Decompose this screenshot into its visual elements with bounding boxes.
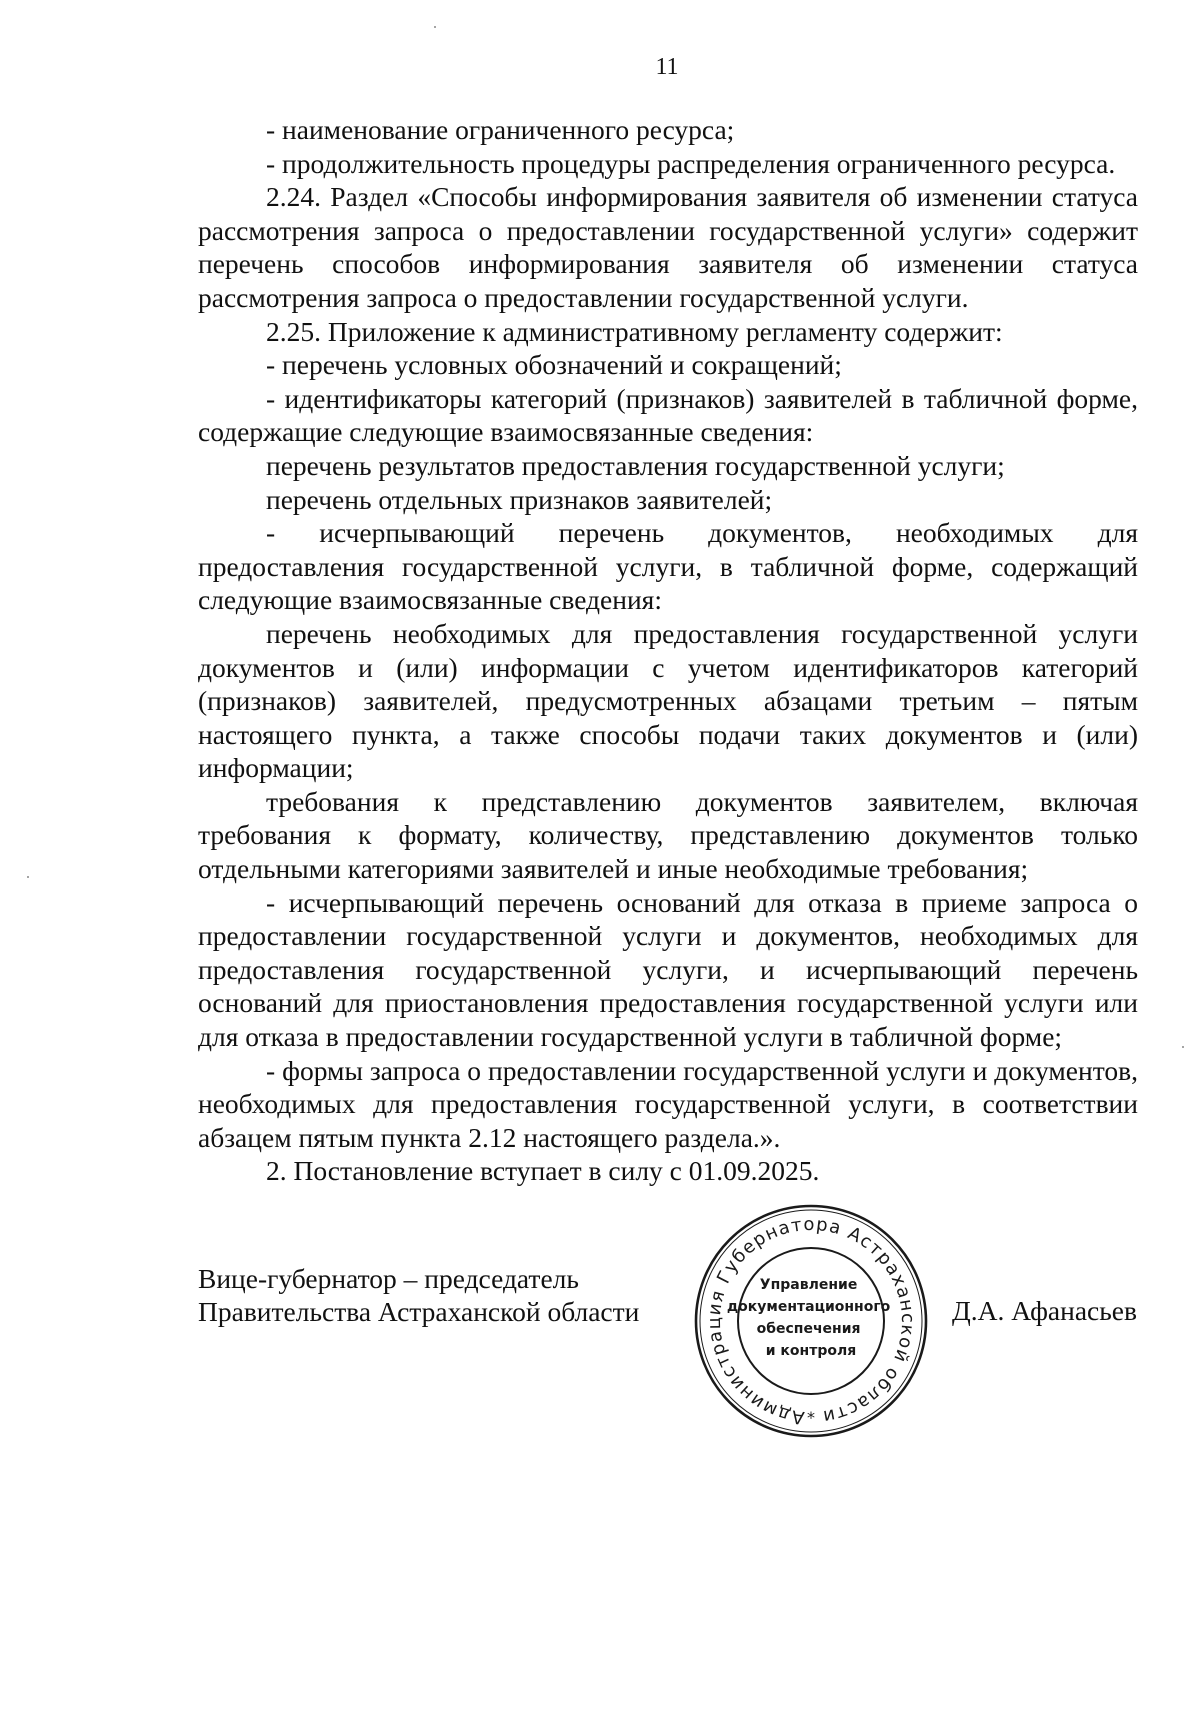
paragraph: - продолжительность процедуры распределения ограниченного ресурса. bbox=[266, 147, 1116, 179]
paragraph: 2.24. Раздел «Способы информирования заявителя об изменении статуса рассмотрения запроса о предоставлении государственной услуги» содержит перечень способов информирования заявителя об изменении статуса рассмотрения запроса о предоставлении государственной услуги. bbox=[198, 181, 1138, 313]
paragraph: 2.25. Приложение к административному регламенту содержит: bbox=[266, 315, 1003, 347]
paragraph: - исчерпывающий перечень оснований для отказа в приеме запроса о предоставлении государственной услуги и документов, необходимых для предоставления государственной услуги, и исчерпывающий перечень оснований для приостановления предоставления государственной услуги или для отказа в предоставлении государственной услуги в табличной форме; bbox=[198, 886, 1138, 1053]
page-number: 11 bbox=[655, 54, 679, 80]
document-body bbox=[198, 113, 1138, 1188]
paragraph: перечень результатов предоставления государственной услуги; bbox=[266, 449, 1005, 481]
scan-speck bbox=[27, 876, 29, 878]
signatory-position bbox=[198, 1262, 639, 1328]
seal-star: * bbox=[807, 1408, 815, 1427]
seal-ring-text: Администрация Губернатора Астраханской области bbox=[703, 1213, 919, 1428]
position-line: Вице-губернатор – председатель bbox=[198, 1263, 579, 1294]
paragraph: - формы запроса о предоставлении государственной услуги и документов, необходимых для предоставления государственной услуги, в соответствии абзацем пятым пункта 2.12 настоящего раздела.». bbox=[198, 1054, 1138, 1153]
paragraph: 2. Постановление вступает в силу с 01.09.2025. bbox=[266, 1155, 820, 1187]
paragraph: - наименование ограниченного ресурса; bbox=[266, 114, 735, 145]
scan-speck bbox=[1182, 1046, 1184, 1048]
paragraph: - перечень условных обозначений и сокращений; bbox=[266, 349, 842, 381]
official-seal bbox=[693, 1203, 929, 1439]
paragraph: - идентификаторы категорий (признаков) заявителей в табличной форме, содержащие следующие взаимосвязанные сведения: bbox=[198, 382, 1138, 448]
position-line: Правительства Астраханской области bbox=[198, 1296, 640, 1327]
paragraph: требования к представлению документов заявителем, включая требования к формату, количеству, представлению документов только отдельными категориями заявителей и иные необходимые требования; bbox=[198, 785, 1138, 885]
signatory-name: Д.А. Афанасьев bbox=[952, 1295, 1137, 1326]
seal-inner-text: Управление документационного обеспечения и контроля bbox=[726, 1277, 891, 1359]
seal-graphic bbox=[693, 1203, 929, 1439]
scan-speck bbox=[434, 26, 436, 28]
paragraph: - исчерпывающий перечень документов, необходимых для предоставления государственной услуги, в табличной форме, содержащий следующие взаимосвязанные сведения: bbox=[198, 517, 1138, 616]
paragraph: перечень необходимых для предоставления государственной услуги документов и (или) информации с учетом идентификаторов категорий (признаков) заявителей, предусмотренных абзацами третьим – пятым настоящего пункта, а также способы подачи таких документов и (или) информации; bbox=[198, 617, 1138, 784]
paragraph: перечень отдельных признаков заявителей; bbox=[266, 483, 773, 515]
